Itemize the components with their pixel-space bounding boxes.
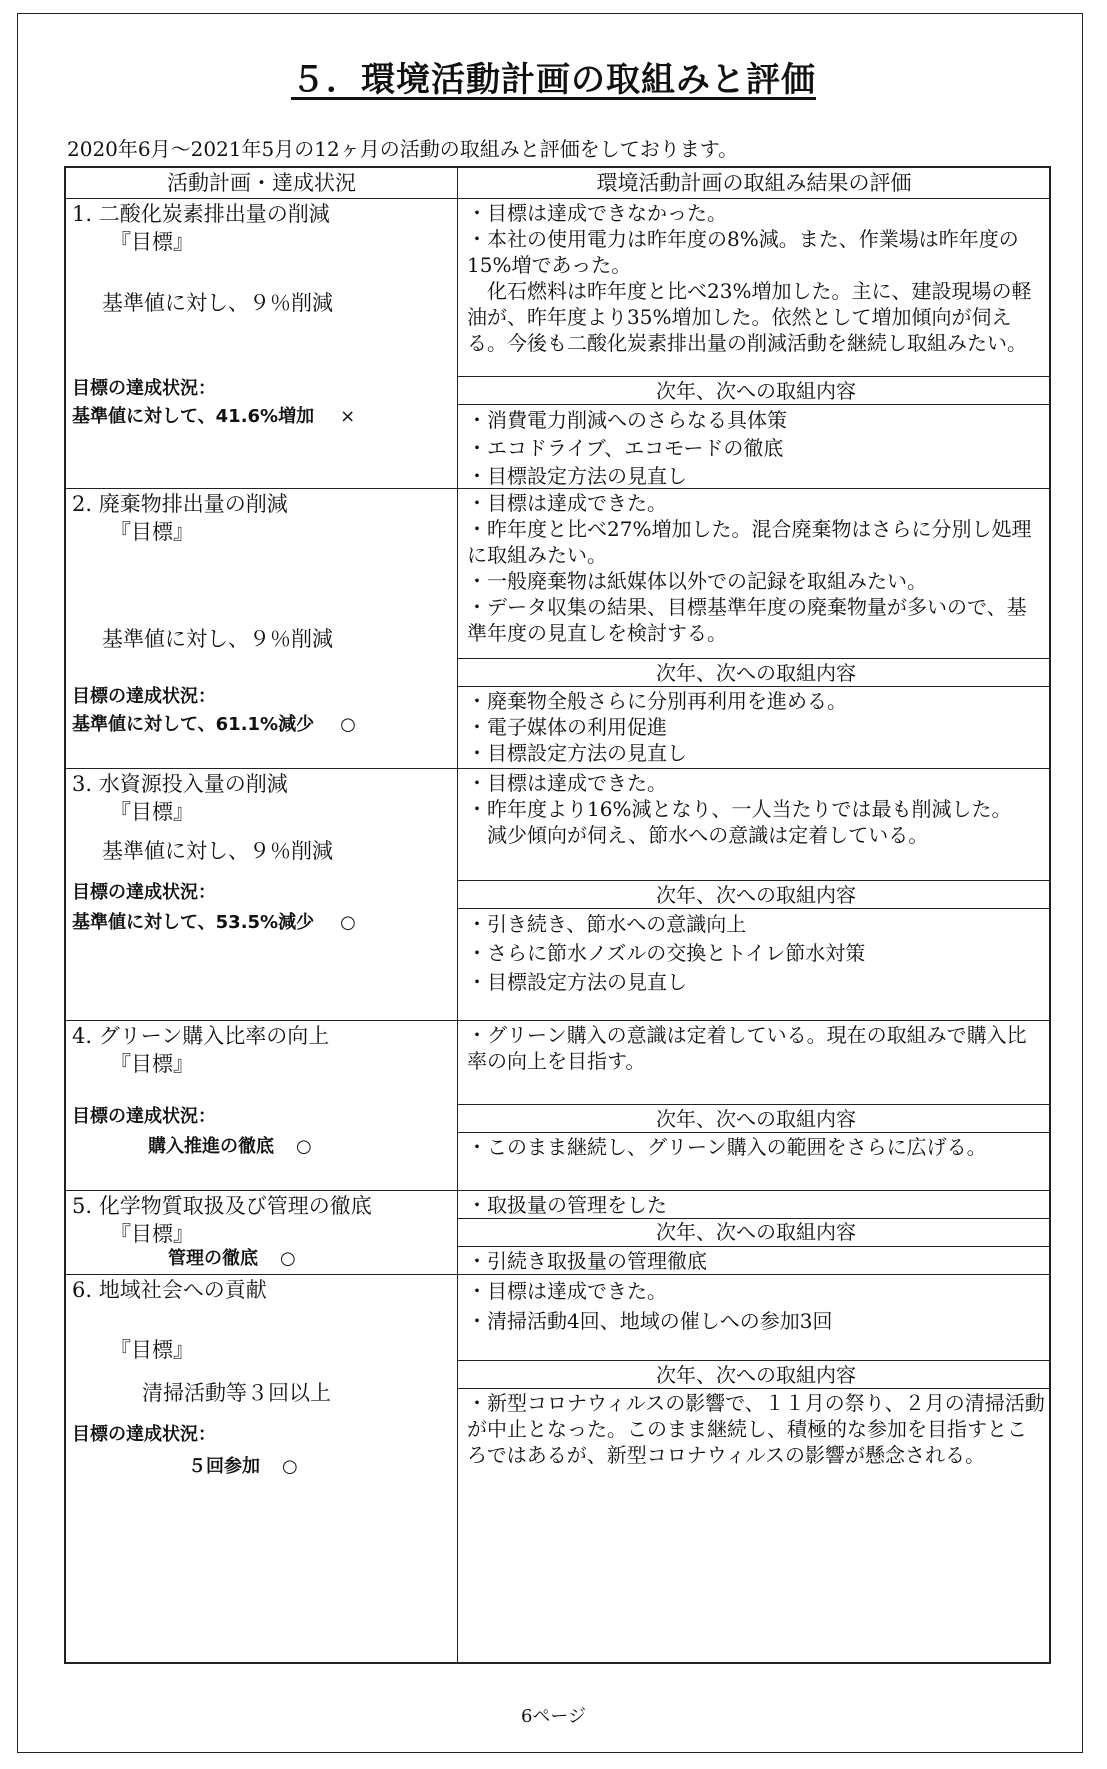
section-6-target: 清掃活動等３回以上 <box>142 1381 331 1405</box>
section-1-result: 基準値に対して、41.6%増加 × <box>72 406 356 427</box>
section-3-next-list: ・引き続き、節水への意識向上 ・さらに節水ノズルの交換とトイレ節水対策 ・目標設定方法の見直し <box>467 912 866 994</box>
section-1-heading: 1. 二酸化炭素排出量の削減 <box>72 202 330 226</box>
header-activity-plan: 活動計画・達成状況 <box>66 168 457 199</box>
section-4-target-label: 『目標』 <box>110 1052 194 1076</box>
section-5-plan <box>66 1192 457 1248</box>
section-5-heading: 5. 化学物質取扱及び管理の徹底 <box>72 1194 372 1218</box>
section-4-heading: 4. グリーン購入比率の向上 <box>72 1024 330 1048</box>
section-2-result: 基準値に対して、61.1%減少 ○ <box>72 714 356 735</box>
section-6-heading: 6. 地域社会への貢献 <box>72 1278 267 1302</box>
page-title: ５．環境活動計画の取組みと評価 <box>291 60 816 100</box>
section-4-next-label: 次年、次への取組内容 <box>656 1107 856 1131</box>
section-6-target-label: 『目標』 <box>110 1338 194 1362</box>
section-6-next-label: 次年、次への取組内容 <box>656 1363 856 1387</box>
section-3-mark: ○ <box>340 912 356 933</box>
section-5-next-list: ・引続き取扱量の管理徹底 <box>467 1249 707 1273</box>
section-3-status-label: 目標の達成状況： <box>72 882 216 903</box>
section-2-next-label: 次年、次への取組内容 <box>656 661 856 685</box>
section-2-plan <box>66 490 457 546</box>
section-4-status-label: 目標の達成状況： <box>72 1106 216 1127</box>
section-1-plan <box>66 200 457 256</box>
page-number: 6ページ <box>520 1706 587 1727</box>
section-1-next-label: 次年、次への取組内容 <box>656 379 856 403</box>
section-1-next-list: ・消費電力削減へのさらなる具体策 ・エコドライブ、エコモードの徹底 ・目標設定方法の見直し <box>467 408 787 488</box>
section-1-mark: × <box>340 406 356 427</box>
section-5-evaluation: ・取扱量の管理をした <box>467 1193 667 1217</box>
section-5-target-label: 『目標』 <box>110 1222 194 1246</box>
section-1-status-label: 目標の達成状況： <box>72 378 216 399</box>
section-2-evaluation: ・目標は達成できた。 ・昨年度と比べ27%増加した。混合廃棄物はさらに分別し処理に取組みたい。 ・一般廃棄物は紙媒体以外での記録を取組みたい。 ・データ収集の結果、目標基準年度の廃棄物量が多いので、基準年度の見直しを検討する。 <box>467 491 1032 645</box>
section-6-next-list: ・新型コロナウィルスの影響で、１１月の祭り、２月の清掃活動が中止となった。このまま継続し、積極的な参加を目指すところではあるが、新型コロナウィルスの影響が懸念される。 <box>467 1391 1045 1467</box>
section-2-heading: 2. 廃棄物排出量の削減 <box>72 492 288 516</box>
section-4-mark: ○ <box>296 1136 312 1157</box>
section-4-next-list: ・このまま継続し、グリーン購入の範囲をさらに広げる。 <box>467 1135 987 1159</box>
section-3-result: 基準値に対して、53.5%減少 ○ <box>72 912 356 933</box>
section-6-evaluation: ・目標は達成できた。 ・清掃活動4回、地域の催しへの参加3回 <box>467 1279 833 1333</box>
intro-text: 2020年6月～2021年5月の12ヶ月の活動の取組みと評価をしております。 <box>67 137 739 161</box>
section-3-target-label: 『目標』 <box>110 800 194 824</box>
section-2-target-label: 『目標』 <box>110 520 194 544</box>
section-1-evaluation: ・目標は達成できなかった。 ・本社の使用電力は昨年度の8%減。また、作業場は昨年度の15%増であった。 化石燃料は昨年度と比べ23%増加した。主に、建設現場の軽油が、昨年度より35%増加した。依然として増加傾向が伺える。今後も二酸化炭素排出量の削減活動を継続し取組みたい。 <box>467 201 1032 355</box>
section-1-target: 基準値に対し、９％削減 <box>102 291 333 315</box>
section-2-next-list: ・廃棄物全般さらに分別再利用を進める。 ・電子媒体の利用促進 ・目標設定方法の見直し <box>467 689 847 765</box>
section-1-target-label: 『目標』 <box>110 230 194 254</box>
section-6-result: ５回参加 ○ <box>188 1456 298 1477</box>
section-2-mark: ○ <box>340 714 356 735</box>
section-3-evaluation: ・目標は達成できた。 ・昨年度より16%減となり、一人当たりでは最も削減した。 減少傾向が伺え、節水への意識は定着している。 <box>467 771 1012 847</box>
section-6-status-label: 目標の達成状況： <box>72 1424 216 1445</box>
section-2-target: 基準値に対し、９％削減 <box>102 627 333 651</box>
section-2-status-label: 目標の達成状況： <box>72 686 216 707</box>
section-5-result: 管理の徹底 ○ <box>168 1248 296 1269</box>
header-evaluation: 環境活動計画の取組み結果の評価 <box>457 168 1051 199</box>
section-4-result: 購入推進の徹底 ○ <box>148 1136 312 1157</box>
section-6-plan <box>66 1276 457 1304</box>
section-4-evaluation: ・グリーン購入の意識は定着している。現在の取組みで購入比率の向上を目指す。 <box>467 1023 1027 1073</box>
section-5-mark: ○ <box>280 1248 296 1269</box>
section-3-target: 基準値に対し、９％削減 <box>102 839 333 863</box>
section-5-next-label: 次年、次への取組内容 <box>656 1220 856 1244</box>
column-divider <box>457 168 458 1662</box>
section-3-next-label: 次年、次への取組内容 <box>656 883 856 907</box>
evaluation-table <box>64 166 1051 1664</box>
section-3-plan <box>66 770 457 826</box>
section-3-heading: 3. 水資源投入量の削減 <box>72 772 288 796</box>
section-4-plan <box>66 1022 457 1078</box>
section-6-mark: ○ <box>282 1456 298 1477</box>
